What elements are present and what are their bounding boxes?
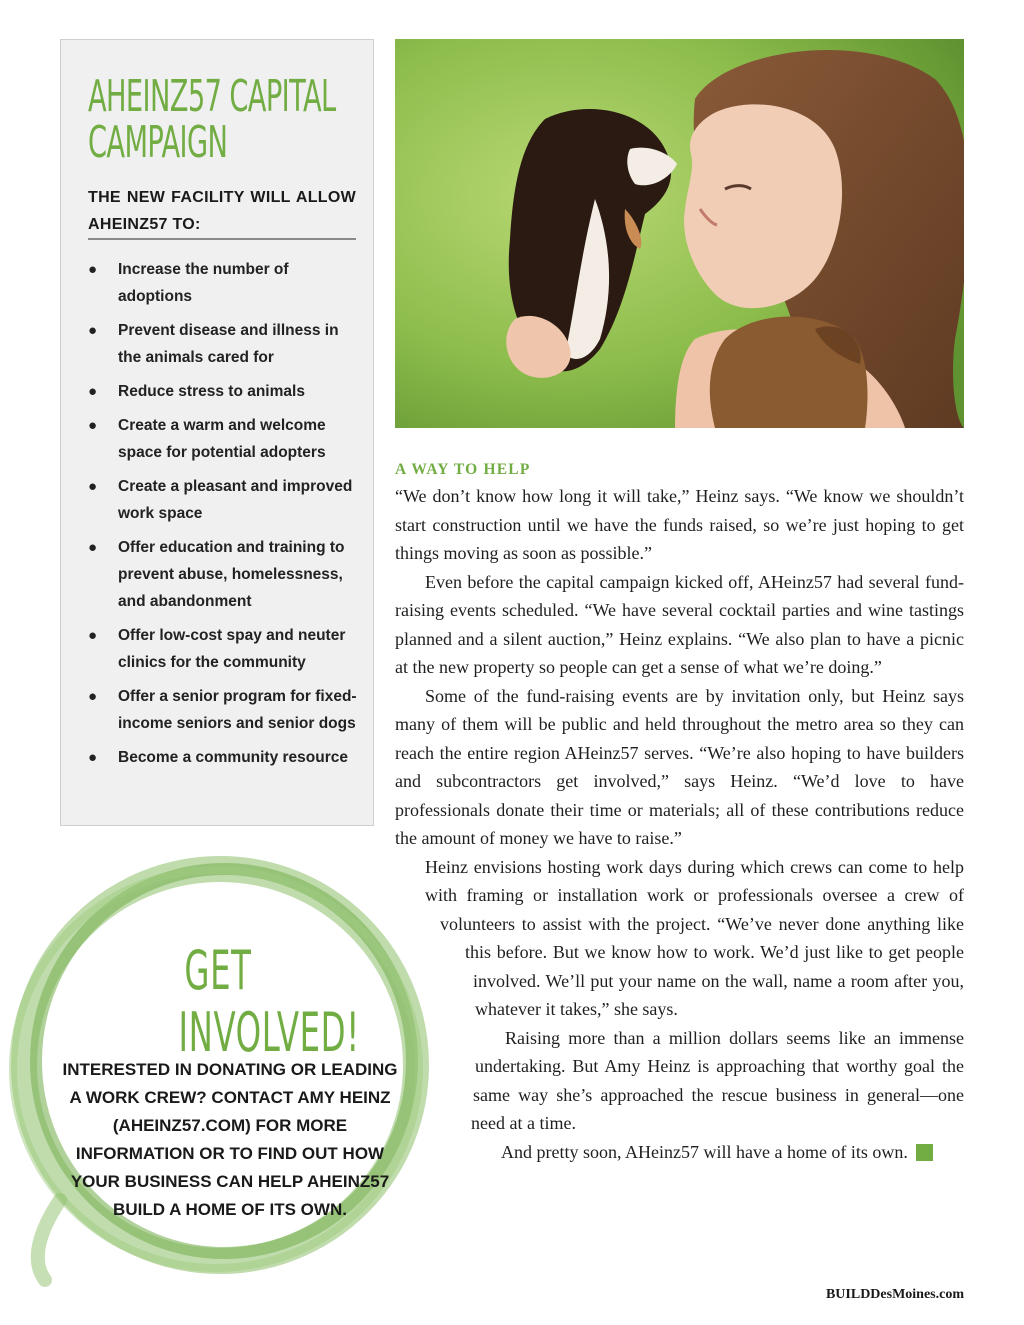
- benefit-item: [88, 473, 358, 527]
- benefit-item: [88, 317, 358, 371]
- bullet-icon: ●: [88, 627, 98, 644]
- sidebar-divider: [88, 238, 356, 240]
- benefit-text: Create a pleasant and improved work space: [118, 478, 353, 522]
- article-paragraph-final: [395, 1138, 964, 1167]
- benefit-text: Increase the number of adoptions: [118, 261, 289, 305]
- benefit-text: Prevent disease and illness in the animals cared for: [118, 322, 339, 366]
- article-paragraph: Even before the capital campaign kicked off, AHeinz57 had several fund-raising events scheduled. “We have several cocktail parties and wine tastings planned and a silent auction,” Heinz explains. “We also plan to have a picnic at the new property so people can get a sense of what we’re doing.”: [395, 571, 964, 677]
- bullet-icon: ●: [88, 478, 98, 495]
- closing-sentence: And pretty soon, AHeinz57 will have a home of its own.: [501, 1141, 908, 1162]
- article-paragraph: “We don’t know how long it will take,” Heinz says. “We know we shouldn’t start construction until we have the funds raised, so we’re just hoping to get things moving as soon as possible.”: [395, 486, 964, 563]
- section-heading: A WAY TO HELP: [395, 461, 531, 478]
- benefit-text: Offer education and training to prevent abuse, homelessness, and abandonment: [118, 539, 345, 610]
- benefit-text: Create a warm and welcome space for potential adopters: [118, 417, 326, 461]
- article-paragraph: Some of the fund-raising events are by invitation only, but Heinz says many of them will be public and held throughout the metro area so they can reach the entire region AHeinz57 serves. “We’re also hoping to have builders and subcontractors get involved,” says Heinz. “We’d love to have professionals donate their time or materials; all of these contributions reduce the amount of money we have to raise.”: [395, 685, 964, 848]
- bullet-icon: ●: [88, 383, 98, 400]
- get-involved-title: [118, 939, 360, 1064]
- benefit-text: Offer low-cost spay and neuter clinics for the community: [118, 627, 346, 671]
- benefit-item: [88, 378, 358, 405]
- benefit-item: [88, 744, 358, 771]
- sidebar-title: [88, 71, 336, 168]
- photo-illustration: [395, 39, 964, 428]
- article-paragraph: Heinz envisions hosting work days during which crews can come to help with framing or installation work or professionals oversee a crew of volunteers to assist with the project. “We’ve never done anything like this before. But we know how to work. We’d just like to get people involved. We’ll put your name on the wall, name a room after you, whatever it takes,” she says.: [425, 856, 964, 1019]
- benefit-item: [88, 256, 358, 310]
- sidebar-subtitle: THE NEW FACILITY WILL ALLOW AHEINZ57 TO:: [88, 189, 356, 233]
- sidebar-title-line2: CAMPAIGN: [88, 117, 228, 168]
- article-paragraph: Raising more than a million dollars seems like an immense undertaking. But Amy Heinz is approaching that worthy goal the same way she’s approached the rescue business in general—one need at a time.: [471, 1027, 964, 1133]
- campaign-sidebar: [60, 39, 374, 826]
- end-mark-icon: B: [916, 1144, 933, 1161]
- get-involved-title-line2: INVOLVED!: [178, 1001, 360, 1064]
- benefit-text: Offer a senior program for fixed-income seniors and senior dogs: [118, 688, 357, 732]
- footer-site-link[interactable]: BUILDDesMoines.com: [825, 1287, 964, 1302]
- girl-with-puppies-photo: [395, 39, 964, 428]
- get-involved-body: INTERESTED IN DONATING OR LEADING A WORK CREW? CONTACT AMY HEINZ (AHEINZ57.COM) FOR MORE INFORMATION OR TO FIND OUT HOW YOUR BUSINESS CAN HELP AHEINZ57 BUILD A HOME OF ITS OWN.: [62, 1060, 398, 1219]
- bullet-icon: ●: [88, 417, 98, 434]
- bullet-icon: ●: [88, 688, 98, 705]
- bullet-icon: ●: [88, 322, 98, 339]
- benefits-list: [88, 256, 358, 778]
- get-involved-title-line1: GET: [184, 939, 252, 1002]
- benefit-item: [88, 683, 358, 737]
- bullet-icon: ●: [88, 261, 98, 278]
- bullet-icon: ●: [88, 749, 98, 766]
- article-body: [395, 458, 964, 1166]
- sidebar-title-line1: AHEINZ57 CAPITAL: [88, 71, 336, 122]
- benefit-text: Reduce stress to animals: [118, 383, 305, 400]
- benefit-text: Become a community resource: [118, 749, 349, 766]
- benefit-item: [88, 534, 358, 615]
- benefit-item: [88, 622, 358, 676]
- bullet-icon: ●: [88, 539, 98, 556]
- benefit-item: [88, 412, 358, 466]
